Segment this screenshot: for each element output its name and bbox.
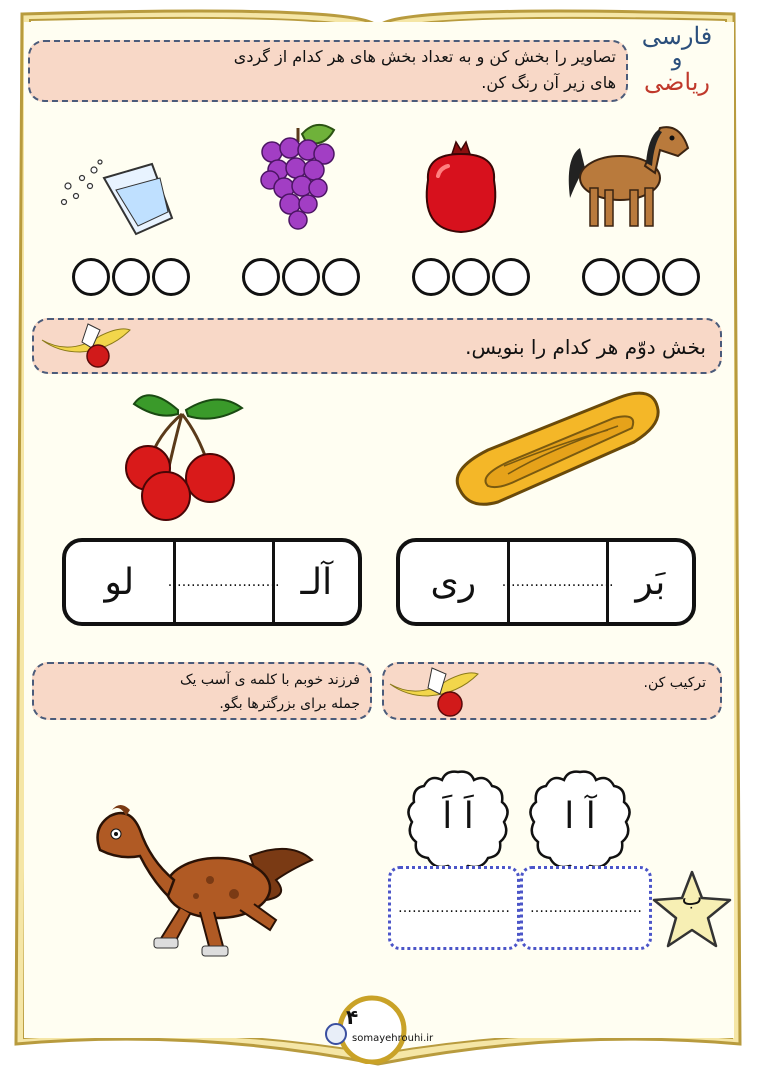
syllable-circle[interactable] bbox=[452, 258, 490, 296]
answer-box-1[interactable] bbox=[520, 866, 652, 950]
word-part-blank[interactable] bbox=[501, 542, 614, 622]
word-box-cherry bbox=[62, 538, 362, 626]
running-horse-icon bbox=[90, 800, 314, 964]
circles-grapes bbox=[242, 258, 360, 296]
instruction-1-line-1: تصاویر را بخش کن و به تعداد بخش های هر کدام از گردی bbox=[233, 47, 616, 66]
barbari-bread-icon bbox=[448, 390, 662, 510]
instruction-1-line-2: های زیر آن رنگ کن. bbox=[481, 73, 616, 92]
cherries-icon bbox=[118, 384, 248, 524]
syllable-circle[interactable] bbox=[492, 258, 530, 296]
syllable-circle[interactable] bbox=[412, 258, 450, 296]
syllable-circle[interactable] bbox=[112, 258, 150, 296]
blank-dots: …………………… bbox=[167, 574, 280, 590]
site-url[interactable]: somayehrouhi.ir bbox=[352, 1033, 434, 1044]
instruction-3-text: ترکیب کن. bbox=[643, 675, 706, 691]
subject-title bbox=[627, 22, 727, 96]
circles-glass bbox=[72, 258, 190, 296]
syllable-circle[interactable] bbox=[242, 258, 280, 296]
syllable-circle[interactable] bbox=[662, 258, 700, 296]
syllable-circle[interactable] bbox=[72, 258, 110, 296]
word-part-first: بَر bbox=[606, 542, 692, 622]
answer-box-2[interactable] bbox=[388, 866, 520, 950]
syllable-circle[interactable] bbox=[582, 258, 620, 296]
subject-math-label: ریاضی bbox=[644, 68, 710, 96]
blank-dots: …………………… bbox=[398, 900, 510, 916]
flower-1-letters: آ ا bbox=[564, 796, 596, 837]
instruction-banner-1 bbox=[28, 40, 628, 102]
grapes-icon bbox=[254, 118, 340, 236]
page-number: ۴ bbox=[346, 1005, 359, 1029]
syllable-circle[interactable] bbox=[282, 258, 320, 296]
pencil-sharpener-icon bbox=[40, 322, 132, 370]
pencil-sharpener-icon bbox=[388, 666, 480, 718]
word-part-last: ری bbox=[430, 561, 477, 603]
instruction-4-line-1: فرزند خوبم با کلمه ی آسب یک bbox=[179, 672, 360, 688]
instruction-banner-4 bbox=[32, 662, 372, 720]
star-letter: ب bbox=[681, 886, 703, 911]
word-part-last: لو bbox=[104, 561, 135, 603]
instruction-4-line-2: جمله برای بزرگترها بگو. bbox=[219, 696, 360, 712]
instruction-banner-2 bbox=[32, 318, 722, 374]
syllable-circle[interactable] bbox=[622, 258, 660, 296]
subject-persian-label: فارسی bbox=[641, 22, 713, 50]
pomegranate-icon bbox=[418, 140, 504, 235]
circles-pomegranate bbox=[412, 258, 530, 296]
horse-icon bbox=[560, 108, 690, 233]
flower-2-letters: اَ اَ bbox=[442, 796, 474, 837]
syllable-circle[interactable] bbox=[322, 258, 360, 296]
blank-dots: …………………… bbox=[501, 574, 614, 590]
word-part-first: آلـ bbox=[272, 542, 358, 622]
syllable-circle[interactable] bbox=[152, 258, 190, 296]
word-box-bread bbox=[396, 538, 696, 626]
footer-badge bbox=[318, 994, 426, 1064]
glass-of-water-icon bbox=[54, 156, 174, 240]
blank-dots: …………………… bbox=[530, 900, 642, 916]
circles-horse bbox=[582, 258, 700, 296]
subject-and-label: و bbox=[671, 46, 683, 71]
word-part-blank[interactable] bbox=[167, 542, 280, 622]
instruction-2-text: بخش دوّم هر کدام را بنویس. bbox=[465, 335, 706, 359]
